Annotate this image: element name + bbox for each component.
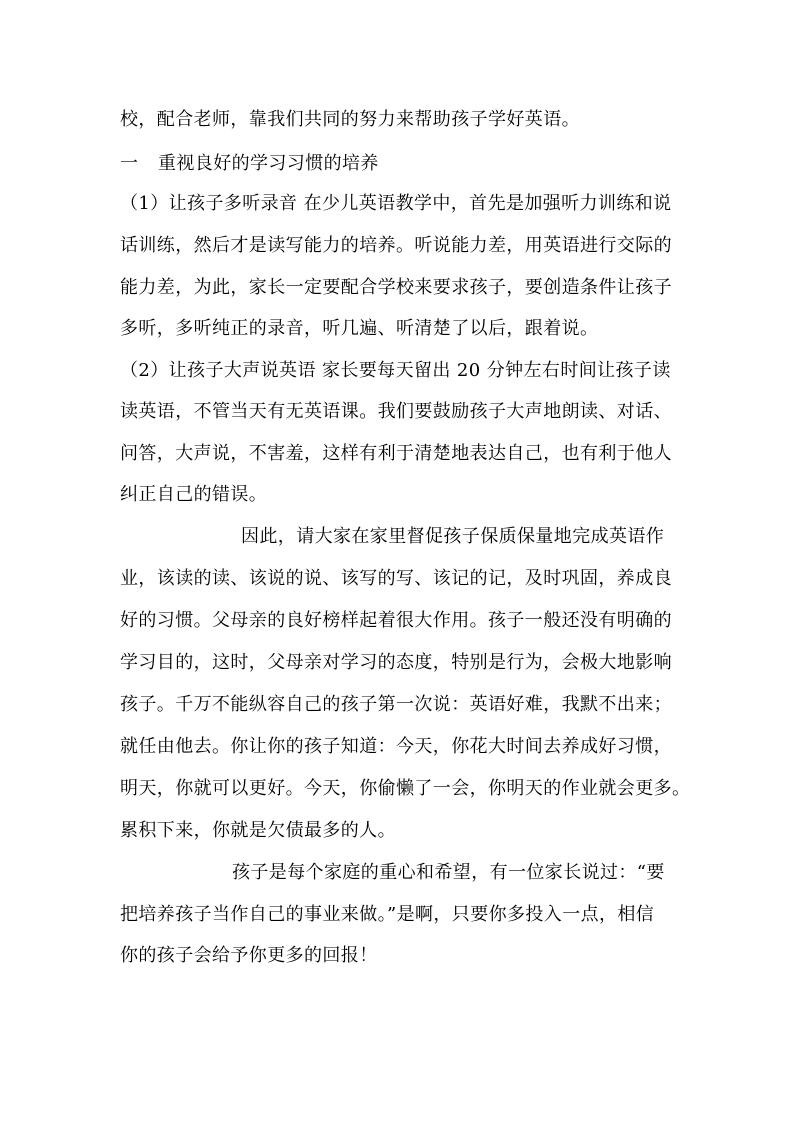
para3-line: 好的习惯。父母亲的良好榜样起着很大作用。孩子一般还没有明确的: [120, 610, 672, 631]
para2-line: 读英语，不管当天有无英语课。我们要鼓励孩子大声地朗读、对话、: [120, 401, 672, 422]
para1-line: 能力差，为此，家长一定要配合学校来要求孩子，要创造条件让孩子: [120, 277, 672, 298]
intro-line: 校，配合老师，靠我们共同的努力来帮助孩子学好英语。: [120, 109, 580, 130]
para4-line: 孩子是每个家庭的重心和希望，有一位家长说过：“要: [232, 862, 665, 883]
para3-line: 因此，请大家在家里督促孩子保质保量地完成英语作: [241, 526, 665, 547]
para4-line: 你的孩子会给予你更多的回报！: [120, 945, 378, 966]
para2-line: 问答，大声说，不害羞，这样有利于清楚地表达自己，也有利于他人: [120, 443, 672, 464]
section-heading: [120, 152, 680, 176]
para3-line: 累积下来，你就是欠债最多的人。: [120, 820, 396, 841]
para4-line: 把培养孩子当作自己的事业来做。”是啊，只要你多投入一点，相信: [120, 904, 655, 925]
para2-line: 纠正自己的错误。: [120, 484, 268, 505]
para3-line: 孩子。千万不能纵容自己的孩子第一次说：英语好难，我默不出来；: [120, 694, 672, 715]
para3-line: 学习目的，这时，父母亲对学习的态度，特别是行为，会极大地影响: [120, 652, 672, 673]
para1-line: 话训练，然后才是读写能力的培养。听说能力差，用英语进行交际的: [120, 235, 672, 256]
para3-line: 业，该读的读、该说的说、该写的写、该记的记，及时巩固，养成良: [120, 568, 672, 589]
para3-line: 明天，你就可以更好。今天，你偷懒了一会，你明天的作业就会更多。: [120, 778, 691, 799]
para1-line: （1）让孩子多听录音 在少儿英语教学中，首先是加强听力训练和说: [120, 193, 672, 214]
para1-line: 多听，多听纯正的录音，听几遍、听清楚了以后，跟着说。: [120, 318, 599, 339]
para3-line: 就任由他去。你让你的孩子知道：今天，你花大时间去养成好习惯，: [120, 736, 672, 757]
para2-line: （2）让孩子大声说英语 家长要每天留出 20 分钟左右时间让孩子读: [120, 360, 671, 381]
section-heading-number: 一: [120, 153, 139, 174]
section-heading-title: 重视良好的学习习惯的培养: [158, 153, 379, 174]
